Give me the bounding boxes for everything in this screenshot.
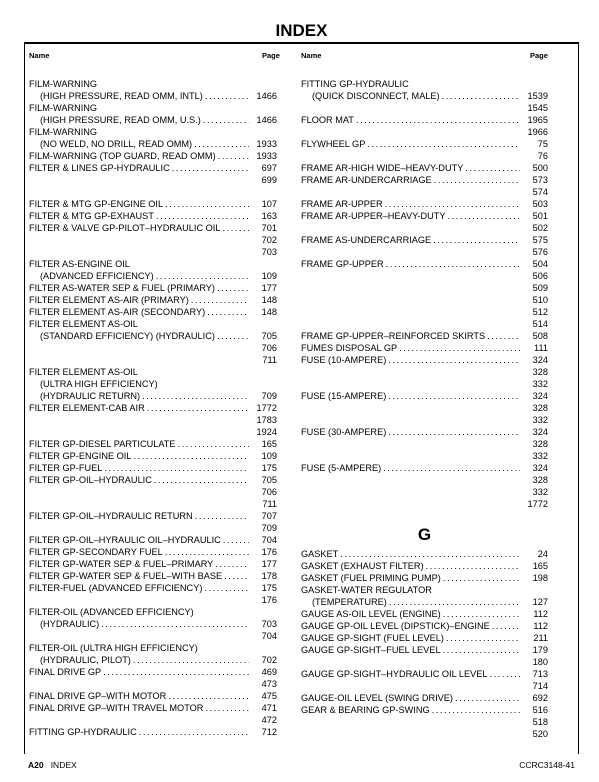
entry-page[interactable]: 175 xyxy=(261,583,277,593)
index-entry xyxy=(29,222,277,234)
entry-name: FUMES DISPOSAL GP . . . xyxy=(301,342,520,354)
index-entry xyxy=(29,294,277,306)
entry-name: FINAL DRIVE GP . . . xyxy=(29,666,249,678)
entry-name: FILTER GP-WATER SEP & FUEL–WITH BASE . . . xyxy=(29,570,249,582)
index-entry xyxy=(301,692,548,704)
index-entry xyxy=(301,378,548,390)
entry-page[interactable]: 112 xyxy=(533,609,548,619)
entry-page[interactable]: 109 xyxy=(261,271,277,281)
entry-page[interactable]: 502 xyxy=(532,223,548,233)
index-entry xyxy=(301,282,548,294)
index-entry xyxy=(29,414,277,426)
index-entry xyxy=(29,378,277,390)
entry-name: FILM-WARNING xyxy=(29,79,98,89)
entry-name: FILTER GP-DIESEL PARTICULATE . . . xyxy=(29,438,249,450)
entry-name: FILTER ELEMENT AS-AIR (PRIMARY) . . . xyxy=(29,294,249,306)
footer-page-id: A20 xyxy=(28,760,44,770)
entry-name: FILTER GP-SECONDARY FUEL . . . xyxy=(29,546,249,558)
index-entry xyxy=(29,510,277,522)
footer-section: INDEX xyxy=(50,760,77,770)
entry-page[interactable]: 148 xyxy=(261,307,277,317)
index-entry xyxy=(29,654,277,666)
entry-page[interactable]: 471 xyxy=(261,703,277,713)
index-entry xyxy=(29,366,277,378)
index-entry xyxy=(29,282,277,294)
index-entry xyxy=(301,342,548,354)
index-entry xyxy=(29,246,277,258)
index-entry xyxy=(29,666,277,678)
index-entry xyxy=(301,704,548,716)
entry-name: GASKET-WATER REGULATOR xyxy=(301,585,432,595)
entry-page[interactable]: 127 xyxy=(532,597,548,607)
right-page-header: Page xyxy=(530,51,548,60)
footer-left xyxy=(28,760,77,770)
index-entry xyxy=(301,572,548,584)
entry-name: FRAME AR-UPPER–HEAVY-DUTY . . . xyxy=(301,210,520,222)
entry-page[interactable]: 714 xyxy=(532,681,548,691)
index-entry xyxy=(301,596,548,608)
index-entry xyxy=(301,402,548,414)
entry-page[interactable]: 75 xyxy=(537,139,548,149)
entry-page[interactable]: 508 xyxy=(532,331,548,341)
entry-page[interactable]: 709 xyxy=(261,523,277,533)
entry-page[interactable]: 704 xyxy=(261,535,277,545)
index-entry xyxy=(301,608,548,620)
index-entry xyxy=(29,702,277,714)
entry-page[interactable]: 712 xyxy=(261,727,277,737)
entry-name: (TEMPERATURE) . . . xyxy=(301,596,520,608)
entry-name: FILTER-FUEL (ADVANCED EFFICIENCY) . . . xyxy=(29,582,249,594)
index-entry xyxy=(301,246,548,258)
index-entry xyxy=(301,126,548,138)
entry-name: (HYDRAULIC) . . . xyxy=(29,618,249,630)
entry-name: FILTER ELEMENT-CAB AIR . . . xyxy=(29,402,249,414)
entry-page[interactable]: 1783 xyxy=(256,415,277,425)
entry-page[interactable]: 501 xyxy=(532,211,548,221)
entry-name: FILM-WARNING (TOP GUARD, READ OMM) . . . xyxy=(29,150,249,162)
index-entry xyxy=(301,162,548,174)
index-entry xyxy=(29,558,277,570)
index-entry xyxy=(301,414,548,426)
entry-name: GAUGE-OIL LEVEL (SWING DRIVE) . . . xyxy=(301,692,520,704)
entry-page[interactable]: 704 xyxy=(261,631,277,641)
index-entry xyxy=(301,258,548,270)
entry-page[interactable]: 211 xyxy=(533,633,548,643)
entry-name: GAUGE GP-OIL LEVEL (DIPSTICK)–ENGINE . . . xyxy=(301,620,520,632)
entry-page[interactable]: 697 xyxy=(261,163,277,173)
entry-page[interactable]: 328 xyxy=(532,475,548,485)
entry-page[interactable]: 702 xyxy=(261,655,277,665)
entry-name: FILTER GP-FUEL . . . xyxy=(29,462,249,474)
entry-name: (ULTRA HIGH EFFICIENCY) xyxy=(40,379,158,389)
index-entry xyxy=(29,462,277,474)
entry-name: FILTER ELEMENT AS-AIR (SECONDARY) . . . xyxy=(29,306,249,318)
entry-name: FRAME AS-UNDERCARRIAGE . . . xyxy=(301,234,520,246)
index-entry xyxy=(301,366,548,378)
entry-name: FRAME GP-UPPER–REINFORCED SKIRTS . . . xyxy=(301,330,520,342)
entry-page[interactable]: 175 xyxy=(261,463,277,473)
index-entry xyxy=(301,632,548,644)
index-entry xyxy=(301,330,548,342)
entry-name: FILTER & LINES GP-HYDRAULIC . . . xyxy=(29,162,249,174)
entry-name: GAUGE GP-SIGHT (FUEL LEVEL) . . . xyxy=(301,632,520,644)
index-entry xyxy=(29,690,277,702)
entry-page[interactable]: 510 xyxy=(532,295,548,305)
entry-name: GASKET . . . xyxy=(301,548,520,560)
entry-name: GAUGE GP-SIGHT–FUEL LEVEL . . . xyxy=(301,644,520,656)
entry-page[interactable]: 24 xyxy=(537,549,548,559)
entry-page[interactable]: 701 xyxy=(261,223,277,233)
index-entry xyxy=(301,270,548,282)
entry-name: FILTER AS-WATER SEP & FUEL (PRIMARY) . . . xyxy=(29,282,249,294)
section-letter: G xyxy=(417,525,432,544)
index-entry xyxy=(29,198,277,210)
entry-page[interactable]: 176 xyxy=(261,547,277,557)
index-entry xyxy=(301,210,548,222)
index-entry xyxy=(29,330,277,342)
index-entry xyxy=(301,390,548,402)
entry-page[interactable]: 109 xyxy=(261,451,277,461)
entry-page[interactable]: 1965 xyxy=(527,115,548,125)
entry-page[interactable]: 1933 xyxy=(256,139,277,149)
entry-page[interactable]: 76 xyxy=(537,151,548,161)
index-entry xyxy=(29,438,277,450)
left-name-header: Name xyxy=(29,51,50,60)
index-entry xyxy=(301,354,548,366)
index-entry xyxy=(301,716,548,728)
entry-page[interactable]: 699 xyxy=(261,175,277,185)
entry-page[interactable]: 148 xyxy=(261,295,277,305)
entry-page[interactable]: 324 xyxy=(532,355,548,365)
entry-name: FILTER-OIL (ADVANCED EFFICIENCY) xyxy=(29,607,194,617)
entry-name: FUSE (15-AMPERE) . . . xyxy=(301,390,520,402)
entry-page[interactable]: 324 xyxy=(532,463,548,473)
entry-page[interactable]: 324 xyxy=(532,391,548,401)
entry-page[interactable]: 509 xyxy=(532,283,548,293)
index-entry xyxy=(29,78,277,90)
index-entry xyxy=(301,150,548,162)
entry-name: GAUGE GP-SIGHT–HYDRAULIC OIL LEVEL . . . xyxy=(301,668,520,680)
entry-name: FILM-WARNING xyxy=(29,127,98,137)
entry-page[interactable]: 574 xyxy=(532,187,548,197)
entry-name: FILTER & MTG GP-ENGINE OIL . . . xyxy=(29,198,249,210)
index-entry xyxy=(29,678,277,690)
entry-name: FILTER & MTG GP-EXHAUST . . . xyxy=(29,210,249,222)
index-entry xyxy=(301,462,548,474)
index-entry xyxy=(301,186,548,198)
entry-page[interactable]: 575 xyxy=(532,235,548,245)
index-entry xyxy=(301,438,548,450)
index-entry xyxy=(301,644,548,656)
index-entry xyxy=(29,426,277,438)
index-entry xyxy=(29,270,277,282)
index-entry xyxy=(301,294,548,306)
index-entry xyxy=(29,138,277,150)
entry-name: (QUICK DISCONNECT, MALE) . . . xyxy=(301,90,520,102)
entry-page[interactable]: 198 xyxy=(532,573,548,583)
entry-page[interactable]: 1772 xyxy=(527,499,548,509)
entry-name: (HYDRAULIC RETURN) . . . xyxy=(29,390,249,402)
entry-name: FILTER & VALVE GP-PILOT–HYDRAULIC OIL . . . xyxy=(29,222,249,234)
index-entry xyxy=(29,354,277,366)
index-entry xyxy=(301,138,548,150)
entry-name: FUSE (10-AMPERE) . . . xyxy=(301,354,520,366)
entry-name: GASKET (FUEL PRIMING PUMP) . . . xyxy=(301,572,520,584)
entry-name: FITTING GP-HYDRAULIC . . . xyxy=(29,726,249,738)
entry-name: FILTER GP-OIL–HYDRAULIC RETURN . . . xyxy=(29,510,249,522)
entry-name: FUSE (5-AMPERE) . . . xyxy=(301,462,520,474)
index-column-left xyxy=(29,78,277,738)
entry-page[interactable]: 177 xyxy=(261,283,277,293)
entry-page[interactable]: 165 xyxy=(532,561,548,571)
index-entry xyxy=(29,402,277,414)
left-page-header: Page xyxy=(262,51,280,60)
entry-page[interactable]: 713 xyxy=(532,669,548,679)
entry-page[interactable]: 518 xyxy=(532,717,548,727)
index-entry xyxy=(29,342,277,354)
index-entry xyxy=(29,90,277,102)
entry-page[interactable]: 177 xyxy=(261,559,277,569)
index-entry xyxy=(301,656,548,668)
index-entry xyxy=(29,450,277,462)
index-entry xyxy=(29,234,277,246)
entry-name: FILTER GP-OIL–HYRAULIC OIL–HYDRAULIC . . . xyxy=(29,534,249,546)
entry-page[interactable]: 111 xyxy=(534,343,548,353)
entry-name: FUSE (30-AMPERE) . . . xyxy=(301,426,520,438)
entry-page[interactable]: 504 xyxy=(532,259,548,269)
entry-page[interactable]: 1933 xyxy=(256,151,277,161)
index-entry xyxy=(301,498,548,510)
entry-page[interactable]: 475 xyxy=(261,691,277,701)
entry-page[interactable]: 705 xyxy=(261,475,277,485)
page-title: INDEX xyxy=(24,20,579,44)
entry-page[interactable]: 1966 xyxy=(527,127,548,137)
entry-name: GASKET (EXHAUST FILTER) . . . xyxy=(301,560,520,572)
index-entry xyxy=(301,620,548,632)
index-entry xyxy=(29,582,277,594)
entry-page[interactable]: 709 xyxy=(261,391,277,401)
entry-page[interactable]: 514 xyxy=(532,319,548,329)
entry-page[interactable]: 503 xyxy=(532,199,548,209)
index-entry xyxy=(301,486,548,498)
entry-name: (HYDRAULIC, PILOT) . . . xyxy=(29,654,249,666)
index-entry xyxy=(29,174,277,186)
index-column-right xyxy=(301,78,548,740)
index-entry xyxy=(301,474,548,486)
index-entry xyxy=(301,680,548,692)
footer-doc-code: CCRC3148-41 xyxy=(519,760,575,770)
entry-page[interactable]: 112 xyxy=(533,621,548,631)
entry-page[interactable]: 576 xyxy=(532,247,548,257)
index-entry xyxy=(29,306,277,318)
index-entry xyxy=(301,198,548,210)
index-entry xyxy=(29,642,277,654)
entry-name: FRAME AR-UNDERCARRIAGE . . . xyxy=(301,174,520,186)
entry-name: FLOOR MAT . . . xyxy=(301,114,520,126)
entry-page[interactable]: 328 xyxy=(532,403,548,413)
index-entry xyxy=(29,102,277,114)
entry-page[interactable]: 328 xyxy=(532,439,548,449)
entry-name: (HIGH PRESSURE, READ OMM, U.S.) . . . xyxy=(29,114,249,126)
entry-page[interactable]: 692 xyxy=(532,693,548,703)
entry-page[interactable]: 707 xyxy=(261,511,277,521)
entry-name: (ADVANCED EFFICIENCY) . . . xyxy=(29,270,249,282)
entry-name: FRAME AR-HIGH WIDE–HEAVY-DUTY . . . xyxy=(301,162,520,174)
index-entry xyxy=(29,714,277,726)
index-entry xyxy=(29,114,277,126)
entry-name: FILTER GP-OIL–HYDRAULIC . . . xyxy=(29,474,249,486)
index-entry xyxy=(29,390,277,402)
index-entry xyxy=(29,534,277,546)
entry-name: FILM-WARNING xyxy=(29,103,98,113)
entry-page[interactable]: 178 xyxy=(261,571,277,581)
index-entry xyxy=(29,570,277,582)
entry-page[interactable]: 703 xyxy=(261,619,277,629)
entry-page[interactable]: 520 xyxy=(532,729,548,739)
entry-page[interactable]: 176 xyxy=(261,595,277,605)
index-entry xyxy=(301,560,548,572)
entry-page[interactable]: 506 xyxy=(532,271,548,281)
index-entry xyxy=(301,222,548,234)
index-entry xyxy=(29,126,277,138)
index-entry xyxy=(29,546,277,558)
index-entry xyxy=(29,474,277,486)
entry-page[interactable]: 332 xyxy=(532,451,548,461)
entry-page[interactable]: 473 xyxy=(261,679,277,689)
entry-name: FILTER ELEMENT AS-OIL xyxy=(29,367,138,377)
index-entry xyxy=(29,258,277,270)
entry-name: FILTER AS-ENGINE OIL xyxy=(29,259,130,269)
entry-page[interactable]: 703 xyxy=(261,247,277,257)
index-entry xyxy=(29,630,277,642)
index-entry xyxy=(29,318,277,330)
entry-page[interactable]: 702 xyxy=(261,235,277,245)
index-entry xyxy=(301,174,548,186)
entry-page[interactable]: 1466 xyxy=(256,115,277,125)
entry-page[interactable]: 706 xyxy=(261,343,277,353)
index-entry xyxy=(29,150,277,162)
index-entry xyxy=(301,318,548,330)
index-entry xyxy=(301,234,548,246)
entry-page[interactable]: 179 xyxy=(532,645,548,655)
index-entry xyxy=(301,90,548,102)
index-entry xyxy=(301,114,548,126)
entry-name: FRAME GP-UPPER . . . xyxy=(301,258,520,270)
index-entry xyxy=(29,162,277,174)
index-entry xyxy=(301,584,548,596)
entry-name: GEAR & BEARING GP-SWING . . . xyxy=(301,704,520,716)
entry-page[interactable]: 1466 xyxy=(256,91,277,101)
entry-page[interactable]: 512 xyxy=(532,307,548,317)
entry-page[interactable]: 165 xyxy=(261,439,277,449)
index-entry xyxy=(29,606,277,618)
index-entry xyxy=(301,548,548,560)
entry-page[interactable]: 500 xyxy=(532,163,548,173)
spacer xyxy=(301,510,548,522)
index-entry xyxy=(29,486,277,498)
entry-page[interactable]: 711 xyxy=(262,499,277,509)
entry-name: FILTER GP-WATER SEP & FUEL–PRIMARY . . . xyxy=(29,558,249,570)
entry-page[interactable]: 328 xyxy=(532,367,548,377)
index-entry xyxy=(301,78,548,90)
index-entry xyxy=(301,728,548,740)
index-entry xyxy=(29,618,277,630)
spacer xyxy=(29,186,277,198)
entry-name: FLYWHEEL GP . . . xyxy=(301,138,520,150)
entry-page[interactable]: 472 xyxy=(261,715,277,725)
entry-name: (STANDARD EFFICIENCY) (HYDRAULIC) . . . xyxy=(29,330,249,342)
entry-name: FRAME AR-UPPER . . . xyxy=(301,198,520,210)
entry-page[interactable]: 705 xyxy=(261,331,277,341)
entry-page[interactable]: 516 xyxy=(532,705,548,715)
entry-name: FILTER ELEMENT AS-OIL xyxy=(29,319,138,329)
entry-page[interactable]: 1545 xyxy=(527,103,548,113)
entry-name: (HIGH PRESSURE, READ OMM, INTL) . . . xyxy=(29,90,249,102)
entry-page[interactable]: 107 xyxy=(261,199,277,209)
entry-page[interactable]: 332 xyxy=(532,415,548,425)
index-entry xyxy=(29,594,277,606)
right-name-header: Name xyxy=(301,51,322,60)
entry-page[interactable]: 332 xyxy=(532,487,548,497)
entry-page[interactable]: 1924 xyxy=(256,427,277,437)
entry-page[interactable]: 711 xyxy=(262,355,277,365)
entry-name: GAUGE AS-OIL LEVEL (ENGINE) . . . xyxy=(301,608,520,620)
index-entry xyxy=(29,726,277,738)
entry-page[interactable]: 1772 xyxy=(256,403,277,413)
entry-page[interactable]: 1539 xyxy=(527,91,548,101)
index-entry xyxy=(301,102,548,114)
index-entry xyxy=(301,426,548,438)
entry-page[interactable]: 706 xyxy=(261,487,277,497)
index-entry xyxy=(29,498,277,510)
entry-name: FINAL DRIVE GP–WITH MOTOR . . . xyxy=(29,690,249,702)
index-entry xyxy=(301,306,548,318)
entry-page[interactable]: 573 xyxy=(532,175,548,185)
entry-page[interactable]: 332 xyxy=(532,379,548,389)
entry-name: FILTER-OIL (ULTRA HIGH EFFICIENCY) xyxy=(29,643,198,653)
index-entry xyxy=(29,210,277,222)
entry-page[interactable]: 324 xyxy=(532,427,548,437)
entry-name: (NO WELD, NO DRILL, READ OMM) . . . xyxy=(29,138,249,150)
index-entry xyxy=(301,668,548,680)
entry-name: FILTER GP-ENGINE OIL . . . xyxy=(29,450,249,462)
entry-page[interactable]: 469 xyxy=(261,667,277,677)
entry-page[interactable]: 163 xyxy=(261,211,277,221)
index-entry xyxy=(301,450,548,462)
index-entry xyxy=(29,522,277,534)
entry-name: FITTING GP-HYDRAULIC xyxy=(301,79,409,89)
entry-name: FINAL DRIVE GP–WITH TRAVEL MOTOR . . . xyxy=(29,702,249,714)
entry-page[interactable]: 180 xyxy=(532,657,548,667)
